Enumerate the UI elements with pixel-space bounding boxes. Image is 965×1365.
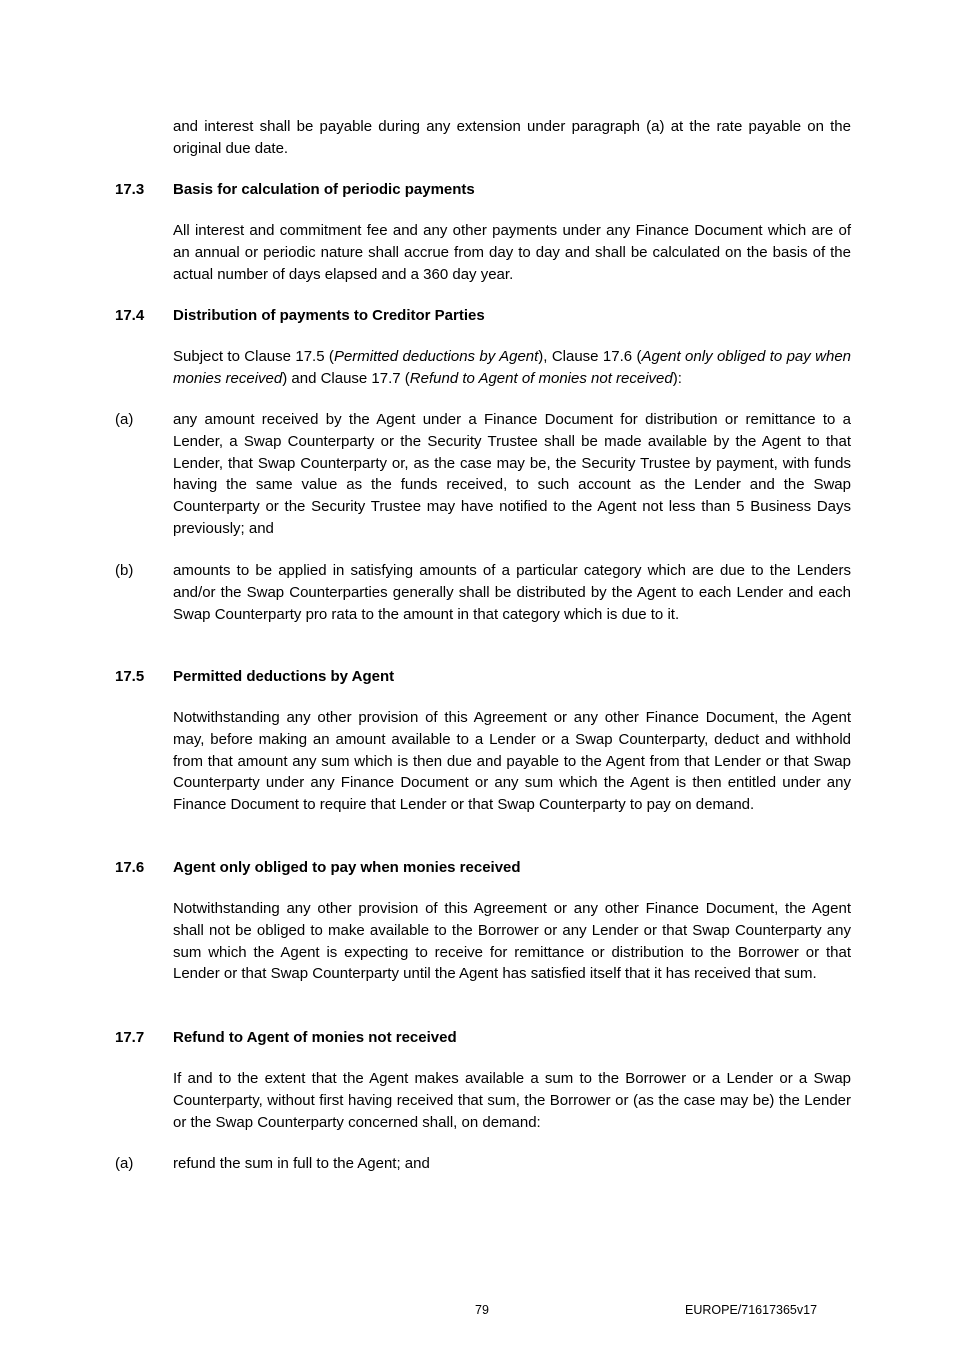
intro-text: ) and Clause 17.7 ( <box>282 369 410 387</box>
heading-title: Basis for calculation of periodic payments <box>173 181 475 198</box>
intro-italic-ref: Refund to Agent of monies not received <box>409 369 673 387</box>
list-item-label: (a) <box>115 411 134 428</box>
heading-17-5 <box>115 667 394 687</box>
heading-number: 17.7 <box>115 1029 145 1046</box>
intro-text: ): <box>672 369 682 387</box>
heading-number: 17.4 <box>115 307 145 324</box>
document-reference: EUROPE/71617365v17 <box>685 1303 818 1317</box>
paragraph-17-6: Notwithstanding any other provision of this Agreement or any other Finance Document, the Agent shall not be obliged to make available to the Borrower or any Lender or that Swap Counterparty any sum which the Agent is expecting to receive for remittance or distribution to the Borrower or that Lender or that Swap Counterparty until the Agent has satisfied itself that it has received that sum. <box>173 900 851 983</box>
continuation-paragraph: and interest shall be payable during any extension under paragraph (a) at the rate payable on the original due date. <box>173 118 851 157</box>
paragraph-17-3: All interest and commitment fee and any other payments under any Finance Document which are of an annual or periodic nature shall accrue from day to day and shall be calculated on the basis of the actual number of days elapsed and a 360 day year. <box>173 222 851 283</box>
list-item-label: (b) <box>115 562 134 579</box>
heading-title: Refund to Agent of monies not received <box>173 1029 457 1046</box>
heading-number: 17.6 <box>115 859 145 876</box>
heading-17-7 <box>115 1028 457 1048</box>
paragraph-17-4-intro <box>173 346 851 390</box>
heading-title: Agent only obliged to pay when monies received <box>173 859 521 876</box>
heading-number: 17.5 <box>115 668 145 685</box>
page-number: 79 <box>475 1303 489 1317</box>
paragraph-17-5: Notwithstanding any other provision of this Agreement or any other Finance Document, the Agent may, before making an amount available to a Lender or a Swap Counterparty, deduct and withhold from that amount any sum which is then due and payable to the Agent from that Lender or that Swap Counterparty under any Finance Document or any sum which the Agent is then entitled under any Finance Document to require that Lender or that Swap Counterparty to pay on demand. <box>173 709 851 814</box>
intro-text: ), Clause 17.6 ( <box>538 348 642 365</box>
intro-italic-ref: Agent only obliged to pay when monies received <box>173 348 852 387</box>
intro-italic-ref: Permitted deductions by Agent <box>333 348 539 365</box>
heading-title: Permitted deductions by Agent <box>173 668 395 685</box>
heading-17-4 <box>115 306 485 326</box>
paragraph-17-7: If and to the extent that the Agent makes available a sum to the Borrower or a Lender or a Swap Counterparty, without first having received that sum, the Borrower or (as the case may be) the Lender or the Swap Counterparty concerned shall, on demand: <box>173 1070 851 1131</box>
list-item-text: refund the sum in full to the Agent; and <box>173 1155 430 1172</box>
list-item-text: any amount received by the Agent under a Finance Document for distribution or remittance to a Lender, a Swap Counterparty or the Security Trustee shall be made available by the Agent to that Lender, that Swap Counterparty or, as the case may be, the Security Trustee by payment, with funds having the same value as the funds received, to such account as the Lender and the Swap Counterparty or the Security Trustee may have notified to the Agent not less than 5 Business Days previously; and <box>173 411 851 537</box>
intro-text: Subject to Clause 17.5 ( <box>173 348 334 365</box>
heading-number: 17.3 <box>115 181 145 198</box>
heading-title: Distribution of payments to Creditor Parties <box>173 307 485 324</box>
heading-17-3 <box>115 180 475 200</box>
list-item-label: (a) <box>115 1155 134 1172</box>
heading-17-6 <box>115 858 521 878</box>
list-item-text: amounts to be applied in satisfying amounts of a particular category which are due to the Lenders and/or the Swap Counterparties generally shall be distributed by the Agent to each Lender and each Swap Counterparty pro rata to the amount in that category which is due to it. <box>173 562 851 623</box>
